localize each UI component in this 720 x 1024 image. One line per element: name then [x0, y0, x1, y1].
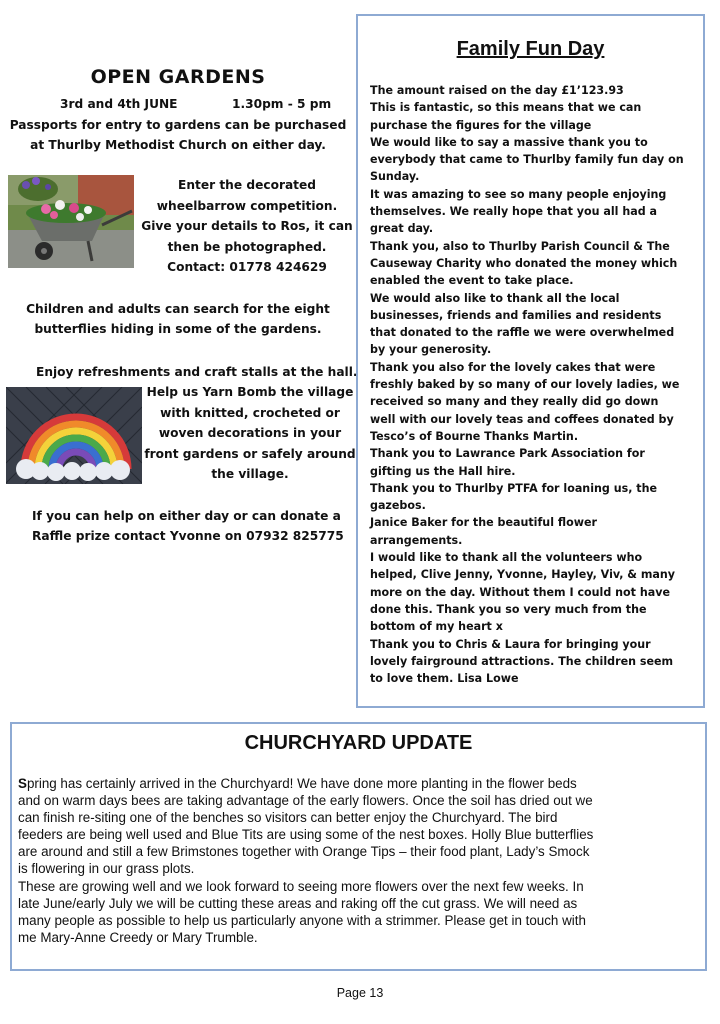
wheelbarrow-competition-text	[140, 175, 354, 278]
fun-day-line: arrangements.	[370, 533, 463, 547]
churchyard-line: me Mary-Anne Creedy or Mary Trumble.	[18, 929, 258, 945]
churchyard-line: can finish re-siting one of the benches so visitors can better enjoy the Churchyard. The bird	[18, 810, 558, 826]
wheelbarrow-line: Enter the decorated	[178, 178, 316, 192]
fun-day-line: everybody that came to Thurlby family fun day on	[370, 153, 684, 167]
wheelbarrow-photo	[8, 175, 134, 268]
yarn-bomb-line: the village.	[211, 467, 289, 481]
passports-line-1: Passports for entry to gardens can be purchased	[9, 118, 347, 132]
fun-day-line: by your generosity.	[370, 343, 492, 357]
fun-day-line: gifting us the Hall hire.	[370, 464, 516, 478]
churchyard-line: late June/early July we will be cutting these areas and raking off the cut grass. We will need as	[18, 895, 578, 911]
fun-day-line: purchase the figures for the village	[370, 118, 592, 132]
wheelbarrow-line: wheelbarrow competition.	[156, 198, 338, 213]
churchyard-update-box	[10, 722, 707, 971]
fun-day-line: great day.	[370, 222, 434, 236]
fun-day-line: well with our lovely teas and coffees donated by	[370, 412, 674, 426]
churchyard-line: These are growing well and we look forward to seeing more flowers over the next few weeks. In	[18, 878, 584, 894]
yarn-bomb-line: woven decorations in your	[158, 426, 342, 440]
fun-day-line: The amount raised on the day £1’123.93	[370, 84, 624, 97]
yarn-bomb-line: with knitted, crocheted or	[160, 405, 340, 420]
fun-day-line: done this. Thank you so very much from the	[370, 602, 647, 616]
fun-day-line: freshly baked by so many of our lovely ladies, we	[370, 378, 680, 392]
fun-day-line: enabled the event to take place.	[370, 274, 574, 288]
help-line-1: If you can help on either day or can donate a	[32, 509, 341, 523]
wheelbarrow-contact: Contact: 01778 424629	[167, 260, 327, 274]
fun-day-line: Thank you to Thurlby PTFA for loaning us, the	[370, 481, 658, 495]
refreshments-line: Enjoy refreshments and craft stalls at the hall.	[36, 365, 358, 379]
open-gardens-title: OPEN GARDENS	[90, 66, 266, 88]
wheelbarrow-line: Give your details to Ros, it can	[141, 219, 353, 233]
fun-day-line: We would also like to thank all the local	[370, 291, 620, 305]
fun-day-line: We would like to say a massive thank you to	[370, 135, 648, 149]
churchyard-line: are around and still a few Brimstones together with Orange Tips – their food plant, Lady’s Smock	[18, 844, 590, 860]
churchyard-line: feeders are being well used and Blue Tits are using some of the nest boxes. Holly Blue butterflies	[18, 827, 594, 843]
fun-day-line: Tesco’s of Bourne Thanks Martin.	[370, 429, 579, 443]
fun-day-line: more on the day. Without them I could not have	[370, 585, 670, 599]
churchyard-title: CHURCHYARD UPDATE	[244, 732, 473, 754]
butterflies-line-1: Children and adults can search for the eight	[26, 302, 330, 316]
fun-day-line: received so many and they really did go down	[370, 395, 659, 409]
knitted-rainbow-photo	[6, 387, 142, 484]
fun-day-line: Thank you also for the lovely cakes that were	[370, 360, 656, 374]
churchyard-line: many people as possible to help us particularly anyone with a strimmer. Please get in touch with	[18, 912, 586, 928]
family-fun-day-title: Family Fun Day	[456, 38, 605, 60]
fun-day-line: Thank you to Lawrance Park Association for	[370, 447, 645, 461]
drop-letter: S	[18, 776, 27, 791]
wheelbarrow-line: then be photographed.	[167, 239, 327, 254]
fun-day-line: bottom of my heart x	[370, 620, 503, 634]
page-number: Page 13	[336, 986, 384, 1000]
open-gardens-section	[0, 60, 356, 560]
churchyard-body	[18, 775, 704, 946]
fun-day-signature-line: to love them. Lisa Lowe	[370, 672, 519, 686]
fun-day-line: themselves. We really hope that you all had a	[370, 205, 657, 219]
fun-day-line: that donated to the raffle we were overwhelmed	[370, 326, 675, 340]
open-gardens-time: 1.30pm - 5 pm	[232, 97, 332, 111]
fun-day-line: gazebos.	[370, 499, 426, 513]
fun-day-line: Thank you to Chris & Laura for bringing your	[370, 637, 651, 651]
yarn-bomb-line: Help us Yarn Bomb the village	[146, 385, 354, 399]
fun-day-line: This is fantastic, so this means that we can	[370, 101, 642, 115]
yarn-bomb-text	[144, 382, 356, 485]
fun-day-line: helped, Clive Jenny, Yvonne, Hayley, Viv, & many	[370, 568, 675, 582]
churchyard-line: is flowering in our grass plots.	[18, 861, 195, 877]
butterflies-line-2: butterflies hiding in some of the gardens.	[34, 322, 322, 336]
fun-day-line: lovely fairground attractions. The children seem	[370, 654, 674, 668]
fun-day-line: Causeway Charity who donated the money which	[370, 256, 678, 270]
family-fun-day-body	[370, 82, 702, 687]
churchyard-first-line	[18, 775, 704, 792]
help-contact-line: Raffle prize contact Yvonne on 07932 825775	[32, 529, 344, 543]
fun-day-line: Janice Baker for the beautiful flower	[370, 516, 597, 530]
fun-day-line: businesses, friends and families and residents	[370, 308, 662, 322]
fun-day-line: Sunday.	[370, 170, 420, 184]
yarn-bomb-line: front gardens or safely around	[144, 446, 356, 461]
open-gardens-dates: 3rd and 4th JUNE	[60, 97, 178, 111]
fun-day-line: It was amazing to see so many people enjoying	[370, 187, 667, 201]
family-fun-day-box	[356, 14, 705, 708]
churchyard-line-rest: pring has certainly arrived in the Churchyard! We have done more planting in the flower beds	[26, 776, 577, 791]
fun-day-line: Thank you, also to Thurlby Parish Council & The	[370, 239, 670, 253]
churchyard-line: and on warm days bees are taking advantage of the early flowers. Once the soil has dried out we	[18, 793, 593, 809]
fun-day-line: I would like to thank all the volunteers who	[370, 551, 643, 565]
passports-line-2: at Thurlby Methodist Church on either day.	[30, 138, 326, 152]
